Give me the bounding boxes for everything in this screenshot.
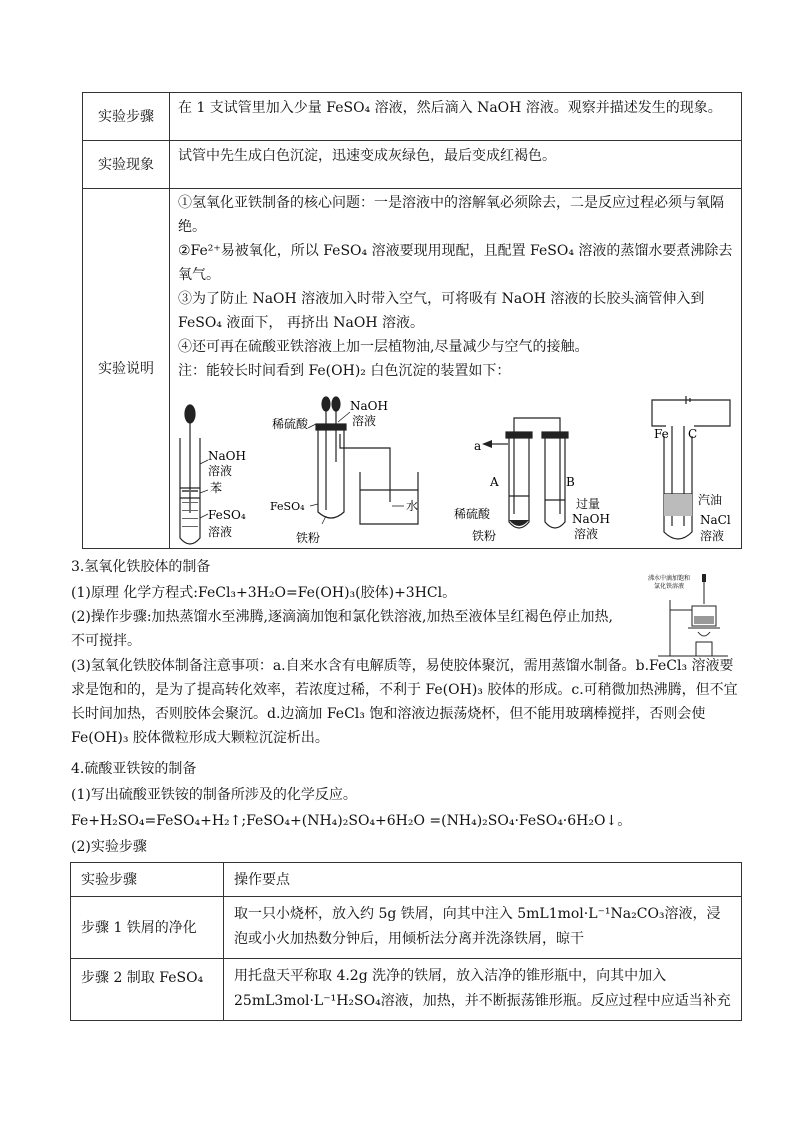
- note-item: ②Fe²⁺易被氧化，所以 FeSO₄ 溶液要现用现配，且配置 FeSO₄ 溶液的蒸馏水要煮沸除去氧气。: [178, 243, 733, 283]
- label-a: a: [474, 439, 482, 453]
- label-solution: 溶液: [574, 527, 599, 541]
- row-label: 实验说明: [83, 189, 170, 549]
- label-boiling-water: 沸水中滴加饱和: [648, 575, 691, 582]
- label-A: A: [490, 475, 499, 489]
- label-B: B: [566, 475, 575, 489]
- step-name: 步骤 2 制取 FeSO₄: [71, 959, 224, 1021]
- principle: (1)原理 化学方程式:FeCl₃+3H₂O=Fe(OH)₃(胶体)+3HCl。: [71, 585, 457, 601]
- operation-steps-cont: 不可搅拌。: [71, 633, 141, 649]
- step-operation: 用托盘天平称取 4.2g 洗净的铁屑，放入洁净的锥形瓶中，向其中加入 25mL3mol·L⁻¹H₂SO₄溶液，加热，并不断振荡锥形瓶。反应过程中应适当补充: [224, 959, 742, 1021]
- colloid-notes: (3)氢氧化铁胶体制备注意事项：a.自来水含有电解质等，易使胶体聚沉，需用蒸馏水制备。b.FeCl₃ 溶液要求是饱和的，是为了提高转化效率，若浓度过稀，不利于 Fe(OH)₃ 胶体的形成。c.可稍微加热沸腾，但不宜长时间加热，否则胶体会聚沉。d.边滴加 FeCl₃ 饱和溶液边振荡烧杯，但不能用玻璃棒搅拌，否则会使 Fe(OH)₃ 胶体微粒形成大颗粒沉淀析出。: [71, 658, 738, 746]
- operation-steps: (2)操作步骤:加热蒸馏水至沸腾,逐滴滴加饱和氯化铁溶液,加热至液体呈红褐色停止加热,: [71, 609, 613, 625]
- apparatus-diagram-2: [270, 392, 430, 548]
- table-row: [71, 959, 742, 1021]
- reaction-equation: Fe+H₂SO₄=FeSO₄+H₂↑;FeSO₄+(NH₄)₂SO₄+6H₂O =(NH₄)₂SO₄·FeSO₄·6H₂O↓。: [71, 813, 632, 829]
- step-name: 步骤 1 铁屑的净化: [71, 897, 224, 959]
- step-operation: 取一只小烧杯，放入约 5g 铁屑，向其中注入 5mL1mol·L⁻¹Na₂CO₃溶液，浸泡或小火加热数分钟后，用倾析法分离并洗涤铁屑，晾干: [224, 897, 742, 959]
- label-excess: 过量: [576, 497, 601, 511]
- table-header-row: [71, 863, 742, 897]
- table-row: [83, 141, 742, 189]
- label-naoh: NaOH: [572, 512, 610, 526]
- col-header: 实验步骤: [71, 863, 224, 897]
- label-ferric-chloride: 氯化铁溶液: [654, 583, 685, 590]
- label-gasoline: 汽油: [698, 493, 723, 507]
- procedure-table: [70, 862, 742, 1021]
- apparatus-diagram-1: [168, 398, 258, 548]
- row-text: 试管中先生成白色沉淀，迅速变成灰绿色，最后变成红褐色。: [170, 141, 742, 189]
- label-dilute-sulfuric-acid: 稀硫酸: [454, 507, 491, 521]
- col-header: 操作要点: [224, 863, 742, 897]
- colloid-apparatus-diagram: [648, 570, 742, 662]
- label-fe-electrode: Fe: [654, 427, 669, 441]
- label-feso4: FeSO₄: [208, 508, 246, 522]
- label-feso4: FeSO₄: [270, 500, 305, 513]
- note-item: ③为了防止 NaOH 溶液加入时带入空气，可将吸有 NaOH 溶液的长胶头滴管伸入到 FeSO₄ 液面下， 再挤出 NaOH 溶液。: [178, 291, 705, 331]
- label-naoh: NaOH: [350, 399, 388, 413]
- table-row: [71, 897, 742, 959]
- apparatus-diagram-4: [640, 396, 740, 548]
- note-item: ④还可再在硫酸亚铁溶液上加一层植物油,尽量减少与空气的接触。: [178, 339, 589, 355]
- label-dilute-sulfuric-acid: 稀硫酸: [272, 417, 309, 431]
- label-solution: 溶液: [208, 464, 233, 478]
- label-iron-powder: 铁粉: [472, 529, 497, 543]
- row-label: 实验现象: [83, 141, 170, 189]
- label-solution: 溶液: [700, 529, 725, 543]
- note-item: 注：能较长时间看到 Fe(OH)₂ 白色沉淀的装置如下：: [178, 363, 511, 379]
- label-nacl: NaCl: [700, 513, 731, 527]
- label-benzene: 苯: [210, 481, 223, 495]
- label-solution: 溶液: [208, 525, 233, 539]
- label-solution: 溶液: [352, 414, 377, 428]
- question-2: (2)实验步骤: [71, 839, 147, 855]
- label-iron-powder: 铁粉: [296, 531, 321, 545]
- section-3-title: 3.氢氧化铁胶体的制备: [71, 559, 211, 575]
- table-row: [83, 93, 742, 141]
- label-water: 水: [406, 499, 419, 513]
- note-item: ①氢氧化亚铁制备的核心问题：一是溶液中的溶解氧必须除去，二是反应过程必须与氧隔绝。: [178, 195, 724, 235]
- label-naoh: NaOH: [208, 449, 246, 463]
- label-c-electrode: C: [688, 427, 698, 441]
- row-label: 实验步骤: [83, 93, 170, 141]
- apparatus-diagram-3: [452, 414, 622, 548]
- section-4-title: 4.硫酸亚铁铵的制备: [71, 761, 197, 777]
- question-1: (1)写出硫酸亚铁铵的制备所涉及的化学反应。: [71, 787, 357, 803]
- row-text: 在 1 支试管里加入少量 FeSO₄ 溶液，然后滴入 NaOH 溶液。观察并描述发生的现象。: [170, 93, 742, 141]
